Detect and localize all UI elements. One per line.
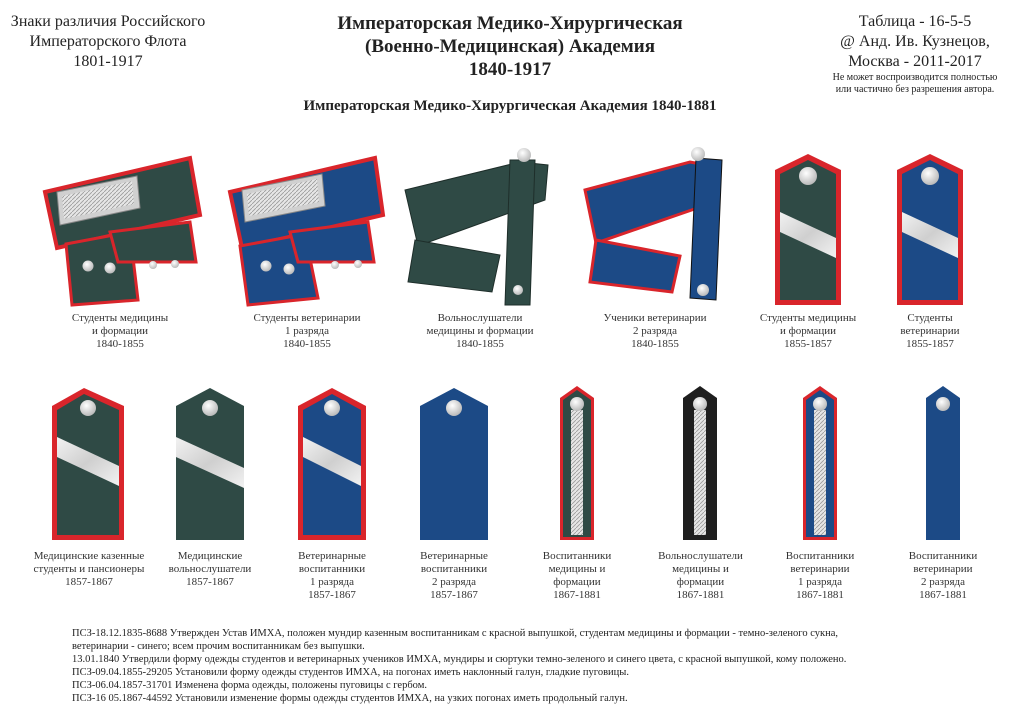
caption-row2-7 — [765, 550, 875, 602]
caption-line: Ветеринарные — [298, 550, 366, 562]
caption-line: Воспитанники — [908, 550, 978, 562]
collar-medicine-students-1840 — [45, 158, 200, 305]
legal-notes — [72, 627, 1002, 705]
note-line: ПСЗ-09.04.1855-29205 Установили форму одежды студентов ИМХА, на погонах иметь наклонный галун, гладкие пуговицы. — [72, 667, 629, 678]
caption-row2-3 — [277, 550, 387, 602]
strap-vet-pupils-1st-1867 — [803, 386, 837, 540]
caption-line: Вольнослушатели — [658, 550, 743, 562]
caption-line: 1840-1855 — [456, 338, 504, 350]
title-line: (Военно-Медицинская) Академия — [365, 36, 655, 57]
note-line: ветеринарии - синего; всем прочим воспитанникам без выпушки. — [72, 641, 365, 652]
shoulder-strap-vet-1855 — [897, 154, 963, 305]
caption-line: 1867-1881 — [553, 589, 601, 601]
caption-line: Медицинские — [177, 550, 243, 562]
strap-vet-pupils-1st-1857 — [298, 388, 366, 540]
caption-line: Ветеринарные — [420, 550, 488, 562]
caption-line: ветеринарии — [913, 563, 973, 575]
caption-line: Воспитанники — [785, 550, 855, 562]
strap-medical-free-listeners-1857 — [176, 388, 244, 540]
caption-line: 1857-1867 — [308, 589, 356, 601]
caption-row1-5 — [745, 312, 871, 351]
header-left-line: Императорского Флота — [29, 33, 187, 50]
caption-line: 1867-1881 — [796, 589, 844, 601]
title-line: Императорская Медико-Хирургическая — [337, 13, 683, 34]
caption-line: ветеринарии — [790, 563, 850, 575]
header-left-line: 1801-1917 — [73, 53, 143, 70]
caption-line: Ученики ветеринарии — [603, 312, 707, 324]
caption-line: 1857-1867 — [430, 589, 478, 601]
section-subtitle: Императорская Медико-Хирургическая Академия 1840-1881 — [303, 98, 717, 114]
place-date: Москва - 2011-2017 — [848, 53, 982, 70]
copyright-note: или частично без разрешения автора. — [835, 84, 995, 95]
caption-line: медицины и формации — [426, 325, 534, 337]
caption-line: 1857-1867 — [65, 576, 113, 588]
note-line: ПСЗ-06.04.1857-31701 Изменена форма одежды, положены пуговицы с гербом. — [72, 680, 427, 691]
table-number: Таблица - 16-5-5 — [858, 13, 972, 30]
note-line: ПСЗ-16 05.1867-44592 Установили изменение формы одежды студентов ИМХА, на узких погонах иметь продольный галун. — [72, 693, 628, 704]
caption-line: 1840-1855 — [631, 338, 679, 350]
caption-row1-2 — [222, 312, 392, 351]
collar-free-listeners-1840 — [405, 148, 548, 305]
shoulder-strap-medicine-1855 — [775, 154, 841, 305]
caption-line: Медицинские казенные — [33, 550, 145, 562]
caption-line: 1 разряда — [309, 576, 355, 588]
caption-row1-1 — [40, 312, 200, 351]
caption-line: Воспитанники — [542, 550, 612, 562]
strap-medicine-pupils-1867 — [560, 386, 594, 540]
note-line: 13.01.1840 Утвердили форму одежды студентов и ветеринарных учеников ИМХА, мундиры и сюртуки темно-зеленого и синего цвета, с красной выпушкой, кому положено. — [72, 654, 847, 665]
strap-medical-state-students-1857 — [52, 388, 124, 540]
caption-line: 2 разряда — [431, 576, 477, 588]
author: @ Анд. Ив. Кузнецов, — [840, 33, 990, 50]
caption-line: и формации — [779, 325, 837, 337]
caption-line: Вольнослушатели — [437, 312, 523, 324]
caption-row1-6 — [880, 312, 980, 351]
strap-free-listeners-1867 — [683, 386, 717, 540]
caption-row2-2 — [155, 550, 265, 589]
title-line: 1840-1917 — [468, 59, 552, 80]
caption-line: 1 разряда — [797, 576, 843, 588]
caption-line: медицины и — [672, 563, 729, 575]
caption-line: Студенты медицины — [759, 312, 857, 324]
caption-row2-4 — [399, 550, 509, 602]
caption-row1-3 — [395, 312, 565, 351]
note-line: ПСЗ-18.12.1835-8688 Утвержден Устав ИМХА, положен мундир казенным воспитанникам с красной выпушкой, студентам медицины и формации - темно-зеленого сукна, — [72, 628, 838, 639]
caption-row2-5 — [522, 550, 632, 602]
caption-line: и формации — [91, 325, 149, 337]
caption-line: 2 разряда — [920, 576, 966, 588]
copyright-note: Не может воспроизводится полностью — [832, 72, 998, 83]
caption-line: 1855-1857 — [784, 338, 832, 350]
strap-vet-pupils-2nd-1857 — [420, 388, 488, 540]
header-left-line: Знаки различия Российского — [10, 13, 206, 30]
caption-row2-8 — [888, 550, 998, 602]
caption-line: 1867-1881 — [676, 589, 725, 601]
collar-vet-pupils-1840 — [585, 147, 722, 300]
caption-line: Студенты ветеринарии — [253, 312, 361, 324]
caption-line: 1855-1857 — [906, 338, 954, 350]
caption-row2-6 — [643, 550, 758, 602]
caption-line: воспитанники — [298, 563, 366, 575]
caption-line: 2 разряда — [632, 325, 678, 337]
caption-line: формации — [553, 576, 601, 588]
collar-vet-students-1840 — [230, 158, 383, 305]
caption-line: 1867-1881 — [919, 589, 967, 601]
caption-row1-4 — [570, 312, 740, 351]
caption-line: воспитанники — [420, 563, 488, 575]
caption-line: Студенты медицины — [71, 312, 169, 324]
caption-line: Студенты — [907, 312, 953, 324]
caption-line: студенты и пансионеры — [33, 563, 145, 575]
caption-row2-1 — [24, 550, 154, 589]
caption-line: 1857-1867 — [186, 576, 234, 588]
caption-line: медицины и — [548, 563, 606, 575]
caption-line: 1 разряда — [284, 325, 330, 337]
caption-line: ветеринарии — [900, 325, 960, 337]
caption-line: формации — [676, 576, 725, 588]
caption-line: вольнослушатели — [168, 563, 252, 575]
caption-line: 1840-1855 — [96, 338, 144, 350]
strap-vet-pupils-2nd-1867 — [926, 386, 960, 540]
caption-line: 1840-1855 — [283, 338, 331, 350]
